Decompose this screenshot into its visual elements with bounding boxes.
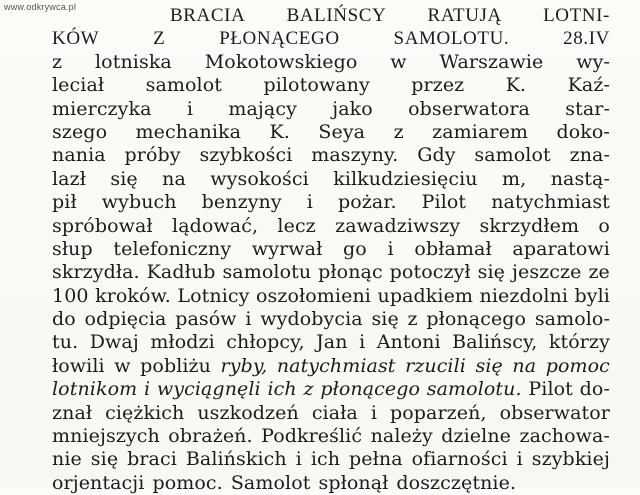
word: i — [306, 191, 313, 214]
word: się — [110, 167, 138, 190]
word: zamiarem — [432, 120, 529, 143]
word: odpięcia — [84, 308, 167, 331]
word: znał — [52, 401, 93, 424]
word: Warszawie — [439, 50, 544, 73]
word: benzyny — [201, 191, 282, 214]
word: ze — [588, 261, 610, 284]
word: go — [343, 237, 367, 260]
word: skrzydła. — [52, 261, 140, 284]
word: Kaź- — [567, 74, 610, 97]
word: Antoni — [376, 331, 441, 354]
article-line — [52, 261, 610, 284]
word: potoczył — [389, 261, 471, 284]
word: szego — [52, 120, 108, 143]
article-line — [52, 238, 610, 261]
word: Dwaj — [89, 331, 139, 354]
word: łowili — [52, 354, 105, 377]
word: telefoniczny — [113, 237, 232, 260]
word: 28.IV — [563, 28, 610, 50]
article-line — [52, 378, 610, 401]
word: w — [390, 50, 407, 73]
article-line — [52, 308, 610, 331]
word: doszczętnie. — [396, 471, 517, 494]
word: Gdy — [417, 144, 456, 167]
word: którzy — [548, 331, 610, 354]
word: przez — [411, 74, 465, 97]
word: mniejszych — [52, 425, 160, 448]
word: lazł — [52, 167, 86, 190]
word: maszyny. — [311, 144, 399, 167]
word: skrzydłem — [479, 214, 580, 237]
word: wy- — [576, 50, 610, 73]
word: nastą- — [550, 167, 610, 190]
word: upadkiem — [377, 284, 474, 307]
word: pomoc. — [152, 471, 223, 494]
article-body — [52, 4, 610, 495]
article-line — [52, 51, 610, 74]
article-line — [52, 191, 610, 214]
word: samolot — [145, 74, 222, 97]
word: i — [387, 237, 394, 260]
word: kilkudziesięciu — [333, 167, 478, 190]
word: samolotu. — [426, 378, 522, 401]
word: aparatowi — [512, 237, 610, 260]
article-line — [52, 448, 610, 471]
article-line — [52, 285, 610, 308]
word: Jan — [316, 331, 348, 354]
article-line — [52, 121, 610, 144]
word: K. — [505, 74, 527, 97]
word: ofiarności — [411, 448, 508, 471]
word: pożar. — [338, 191, 397, 214]
article-line — [52, 27, 610, 50]
word: wyciągnęli — [156, 378, 261, 401]
word: samolo- — [534, 308, 610, 331]
word: niezdolni — [479, 284, 569, 307]
word: obserwator — [499, 401, 610, 424]
word: w — [114, 354, 131, 377]
word: próby — [124, 144, 181, 167]
word: pełna — [349, 448, 403, 471]
word: o — [598, 214, 610, 237]
word: uszkodzeń — [197, 401, 299, 424]
word: wydobycia — [260, 308, 363, 331]
word: do — [52, 308, 76, 331]
word: ich — [310, 448, 341, 471]
word: Z — [153, 28, 166, 50]
word: natychmiast — [491, 191, 610, 214]
word: jeszcze — [511, 261, 582, 284]
word: nie — [52, 448, 82, 471]
word: i — [143, 378, 151, 401]
word: mający — [228, 97, 297, 120]
word: lądować, — [172, 214, 259, 237]
word: Pilot — [421, 191, 467, 214]
word: ciała — [311, 401, 358, 424]
word: pomoc — [545, 354, 610, 377]
article-line — [52, 215, 610, 238]
word: orjentacji — [52, 471, 145, 494]
word: zna- — [569, 144, 610, 167]
word: Seya — [318, 120, 366, 143]
word: spłonął — [318, 471, 389, 494]
word: obserwatora — [408, 97, 530, 120]
word: star- — [565, 97, 610, 120]
word: Pilot — [528, 378, 573, 401]
word: mechanika — [135, 120, 242, 143]
word: i — [359, 331, 366, 354]
word: SAMOLOTU. — [393, 28, 510, 50]
word: obrażeń. — [168, 425, 253, 448]
word: Samolot — [230, 471, 311, 494]
word: na — [162, 167, 186, 190]
word: i — [516, 448, 523, 471]
word: samolotu — [222, 261, 312, 284]
word: LOTNI- — [543, 5, 610, 26]
word: pił — [52, 191, 77, 214]
word: płonąc — [318, 261, 383, 284]
word: się — [371, 308, 399, 331]
word: z — [52, 50, 63, 73]
word: oszołomieni — [255, 284, 371, 307]
word: ryby, — [220, 354, 268, 377]
word: lotnikom — [52, 378, 138, 401]
word: natychmiast — [276, 354, 396, 377]
word: wyrwał — [251, 237, 323, 260]
word: Podkreślić — [261, 425, 363, 448]
word: i — [245, 308, 252, 331]
word: nania — [52, 144, 106, 167]
word: spróbował — [52, 214, 153, 237]
word: z — [407, 308, 418, 331]
word: KÓW — [52, 28, 100, 50]
word: poparzeń, — [389, 401, 487, 424]
word: płonącego — [320, 378, 421, 401]
word: szybkości — [199, 144, 293, 167]
word: byli — [574, 284, 610, 307]
word: obłamał — [414, 237, 492, 260]
article-line — [52, 331, 610, 354]
article-line — [52, 98, 610, 121]
word: ciężkich — [105, 401, 185, 424]
word: doko- — [556, 120, 610, 143]
word: RATUJĄ — [427, 5, 502, 26]
word: należy — [370, 425, 433, 448]
word: dzielne — [441, 425, 512, 448]
word: PŁONĄCEGO — [219, 28, 340, 50]
word: Mokotowskiego — [204, 50, 358, 73]
word: słup — [52, 237, 93, 260]
word: do- — [579, 378, 610, 401]
word: m, — [502, 167, 527, 190]
word: wybuch — [101, 191, 177, 214]
word: braci — [127, 448, 177, 471]
word: Balińskich — [185, 448, 287, 471]
word: Kadłub — [146, 261, 216, 284]
word: mierczyka — [52, 97, 152, 120]
word: Lotnicy — [177, 284, 250, 307]
word: płonącego — [426, 308, 527, 331]
word: pasów — [175, 308, 237, 331]
word: leciał — [52, 74, 105, 97]
word: z — [393, 120, 404, 143]
word: zachowa- — [519, 425, 610, 448]
word: młodzi — [150, 331, 215, 354]
word: 100 — [52, 284, 89, 307]
word: i — [370, 401, 378, 424]
word: Balińscy, — [452, 331, 538, 354]
word: samolot — [474, 144, 551, 167]
word: i — [186, 97, 194, 120]
word: wysokości — [210, 167, 309, 190]
article-line — [52, 144, 610, 167]
word: lotniska — [95, 50, 172, 73]
article-line — [52, 74, 610, 97]
word: chłopcy, — [226, 331, 305, 354]
word: lecz — [277, 214, 316, 237]
word: zawadziwszy — [335, 214, 461, 237]
word: pilotowany — [263, 74, 370, 97]
article-line — [52, 472, 610, 495]
word: pobliżu — [140, 354, 212, 377]
word: BALIŃSCY — [286, 5, 387, 26]
word: szybkiej — [531, 448, 610, 471]
word: się — [477, 261, 506, 284]
article-line — [52, 425, 610, 448]
word: K. — [269, 120, 290, 143]
article-line — [52, 4, 610, 27]
word: kroków. — [95, 284, 171, 307]
article-line — [52, 168, 610, 191]
word: na — [512, 354, 537, 377]
word: ich — [267, 378, 297, 401]
article-line — [52, 402, 610, 425]
article-line — [52, 355, 610, 378]
word: jako — [332, 97, 373, 120]
word: tu. — [52, 331, 79, 354]
word: się — [475, 354, 503, 377]
word: i — [295, 448, 302, 471]
word: z — [303, 378, 314, 401]
word: BRACIA — [170, 5, 246, 26]
watermark-text: www.odkrywca.pl — [4, 2, 77, 12]
word: rzucili — [405, 354, 466, 377]
word: się — [90, 448, 119, 471]
